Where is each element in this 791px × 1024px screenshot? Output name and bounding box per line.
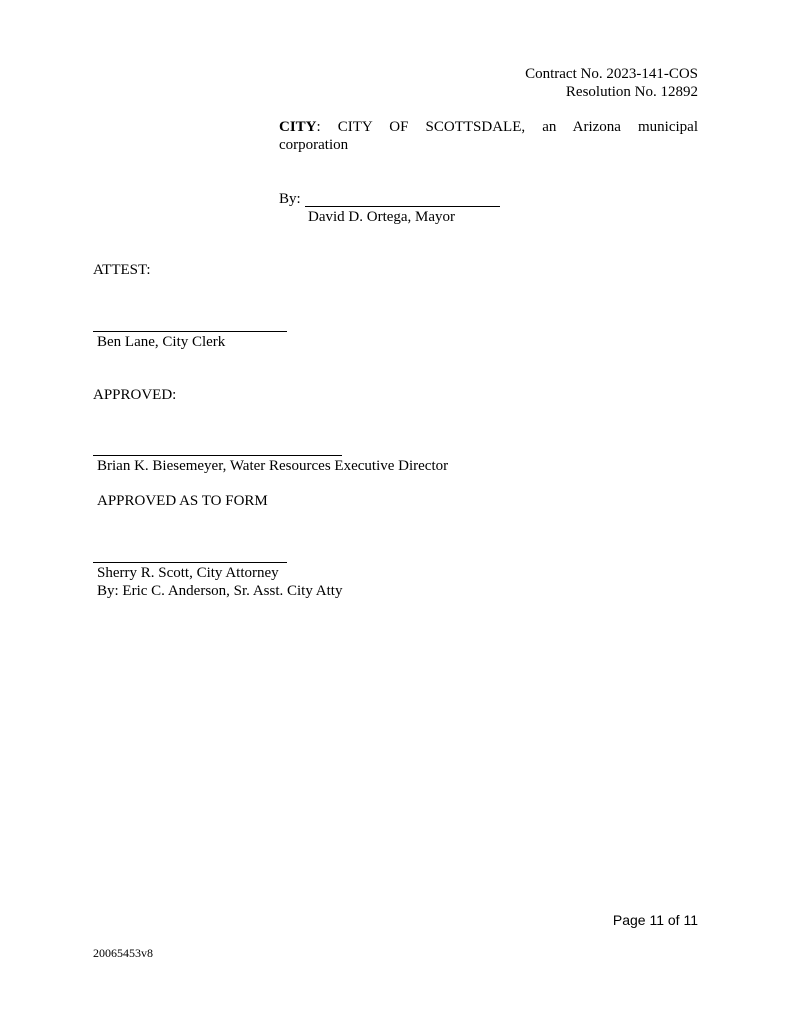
approved-heading: APPROVED:	[93, 387, 177, 403]
clerk-signature-line	[93, 331, 287, 332]
resolution-number: Resolution No. 12892	[565, 84, 698, 100]
document-id: 20065453v8	[93, 946, 153, 960]
approved-as-to-form-heading: APPROVED AS TO FORM	[97, 493, 268, 509]
city-desc-text: : CITY OF SCOTTSDALE, an Arizona municipal	[316, 119, 698, 135]
director-signature-line	[93, 455, 342, 456]
attorney-signature-line	[93, 562, 287, 563]
assistant-attorney-line: By: Eric C. Anderson, Sr. Asst. City Atty	[97, 583, 343, 599]
city-description-line2: corporation	[279, 137, 349, 153]
page-number: Page 11 of 11	[612, 912, 698, 928]
mayor-signature-line	[305, 206, 500, 207]
city-description-line1	[317, 118, 698, 136]
director-name: Brian K. Biesemeyer, Water Resources Executive Director	[97, 458, 449, 474]
attest-heading: ATTEST:	[93, 262, 151, 278]
city-by-label: By:	[279, 191, 301, 207]
city-party-block	[279, 118, 698, 154]
clerk-name: Ben Lane, City Clerk	[97, 334, 226, 350]
mayor-name: David D. Ortega, Mayor	[308, 209, 456, 225]
contract-number: Contract No. 2023-141-COS	[525, 66, 698, 82]
city-label: CITY	[279, 119, 317, 135]
attorney-name: Sherry R. Scott, City Attorney	[97, 565, 279, 581]
